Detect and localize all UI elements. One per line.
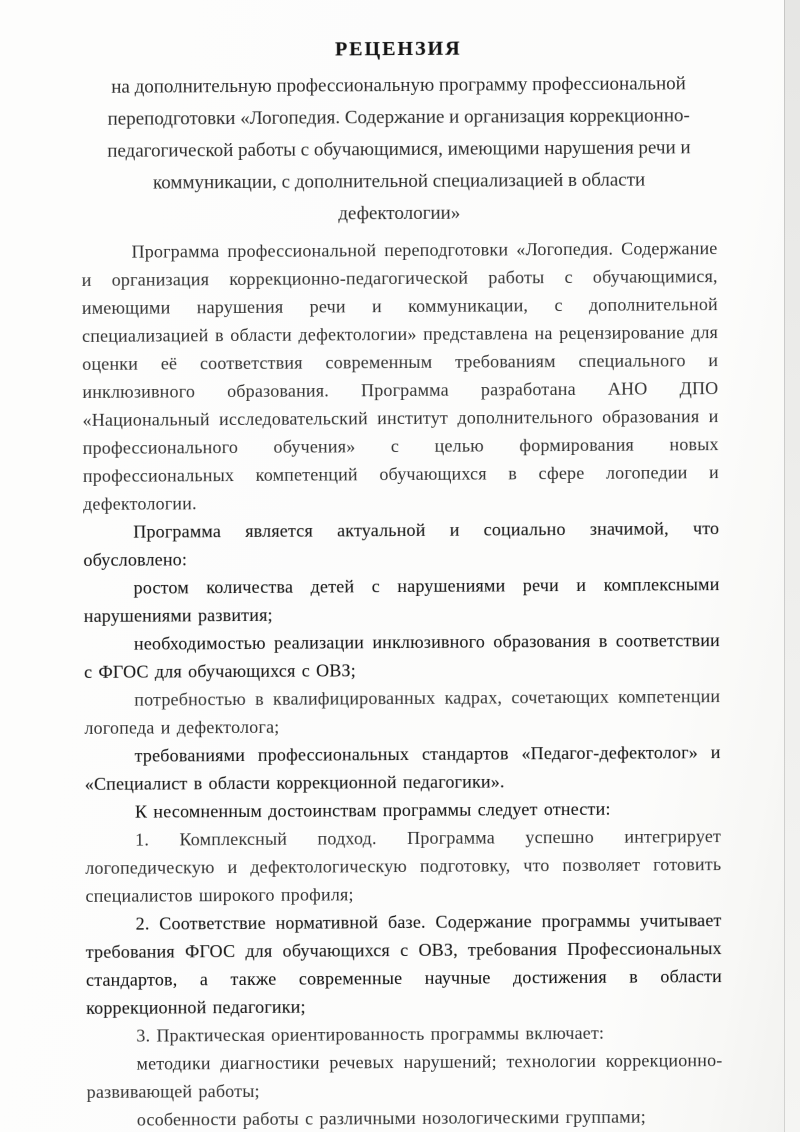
paragraph-3: ростом количества детей с нарушениями речи и комплексными нарушениями развития; — [83, 574, 720, 626]
page-edge-shadow — [784, 0, 800, 1132]
paragraph-7: К несомненным достоинствам программы следует отнести: — [134, 798, 611, 822]
document-title: РЕЦЕНЗИЯ — [334, 37, 462, 61]
document-body — [81, 234, 722, 1132]
paragraph-11: методики диагностики речевых нарушений; технологии коррекционно-развивающей работы; — [86, 1050, 723, 1102]
paragraph-6: требованиями профессиональных стандартов «Педагог-дефектолог» и «Специалист в области коррекционной педагогики». — [84, 742, 721, 794]
document-subtitle: на дополнительную профессиональную программу профессиональной переподготовки «Логопедия. Содержание и организация коррекционно-педагогической работы с обучающимися, имеющими нарушения речи и коммуникации, с дополнительной специализацией в области дефектологии» — [107, 73, 691, 225]
paragraph-2: Программа является актуальной и социально значимой, что обусловлено: — [83, 518, 720, 570]
paragraph-4: необходимостью реализации инклюзивного образования в соответствии с ФГОС для обучающихся с ОВЗ; — [84, 630, 720, 682]
paragraph-1: Программа профессиональной переподготовки «Логопедия. Содержание и организация коррекционно-педагогической работы с обучающимися, имеющими нарушения речи и коммуникации, с дополнительной специализацией в области дефектологии» представлена на рецензирование для оценки её соответствия современным требованиям специального и инклюзивного образования. Программа разработана АНО ДПО «Национальный исследовательский институт дополнительного образования и профессионального обучения» с целью формирования новых профессиональных компетенций обучающихся в сфере логопедии и дефектологии. — [81, 238, 719, 514]
paragraph-9: 2. Соответствие нормативной базе. Содержание программы учитывает требования ФГОС для обучающихся с ОВЗ, требования Профессиональных стандартов, а также современные научные достижения в области коррекционной педагогики; — [85, 910, 723, 1018]
paragraph-5: потребностью в квалифицированных кадрах, сочетающих компетенции логопеда и дефектолога; — [84, 686, 721, 738]
paragraph-10: 3. Практическая ориентированность программы включает: — [136, 1022, 605, 1046]
paragraph-8: 1. Комплексный подход. Программа успешно интегрирует логопедическую и дефектологическую подготовку, что позволяет готовить специалистов широкого профиля; — [85, 826, 722, 906]
paragraph-12: особенности работы с различными нозологическими группами; — [136, 1106, 646, 1130]
